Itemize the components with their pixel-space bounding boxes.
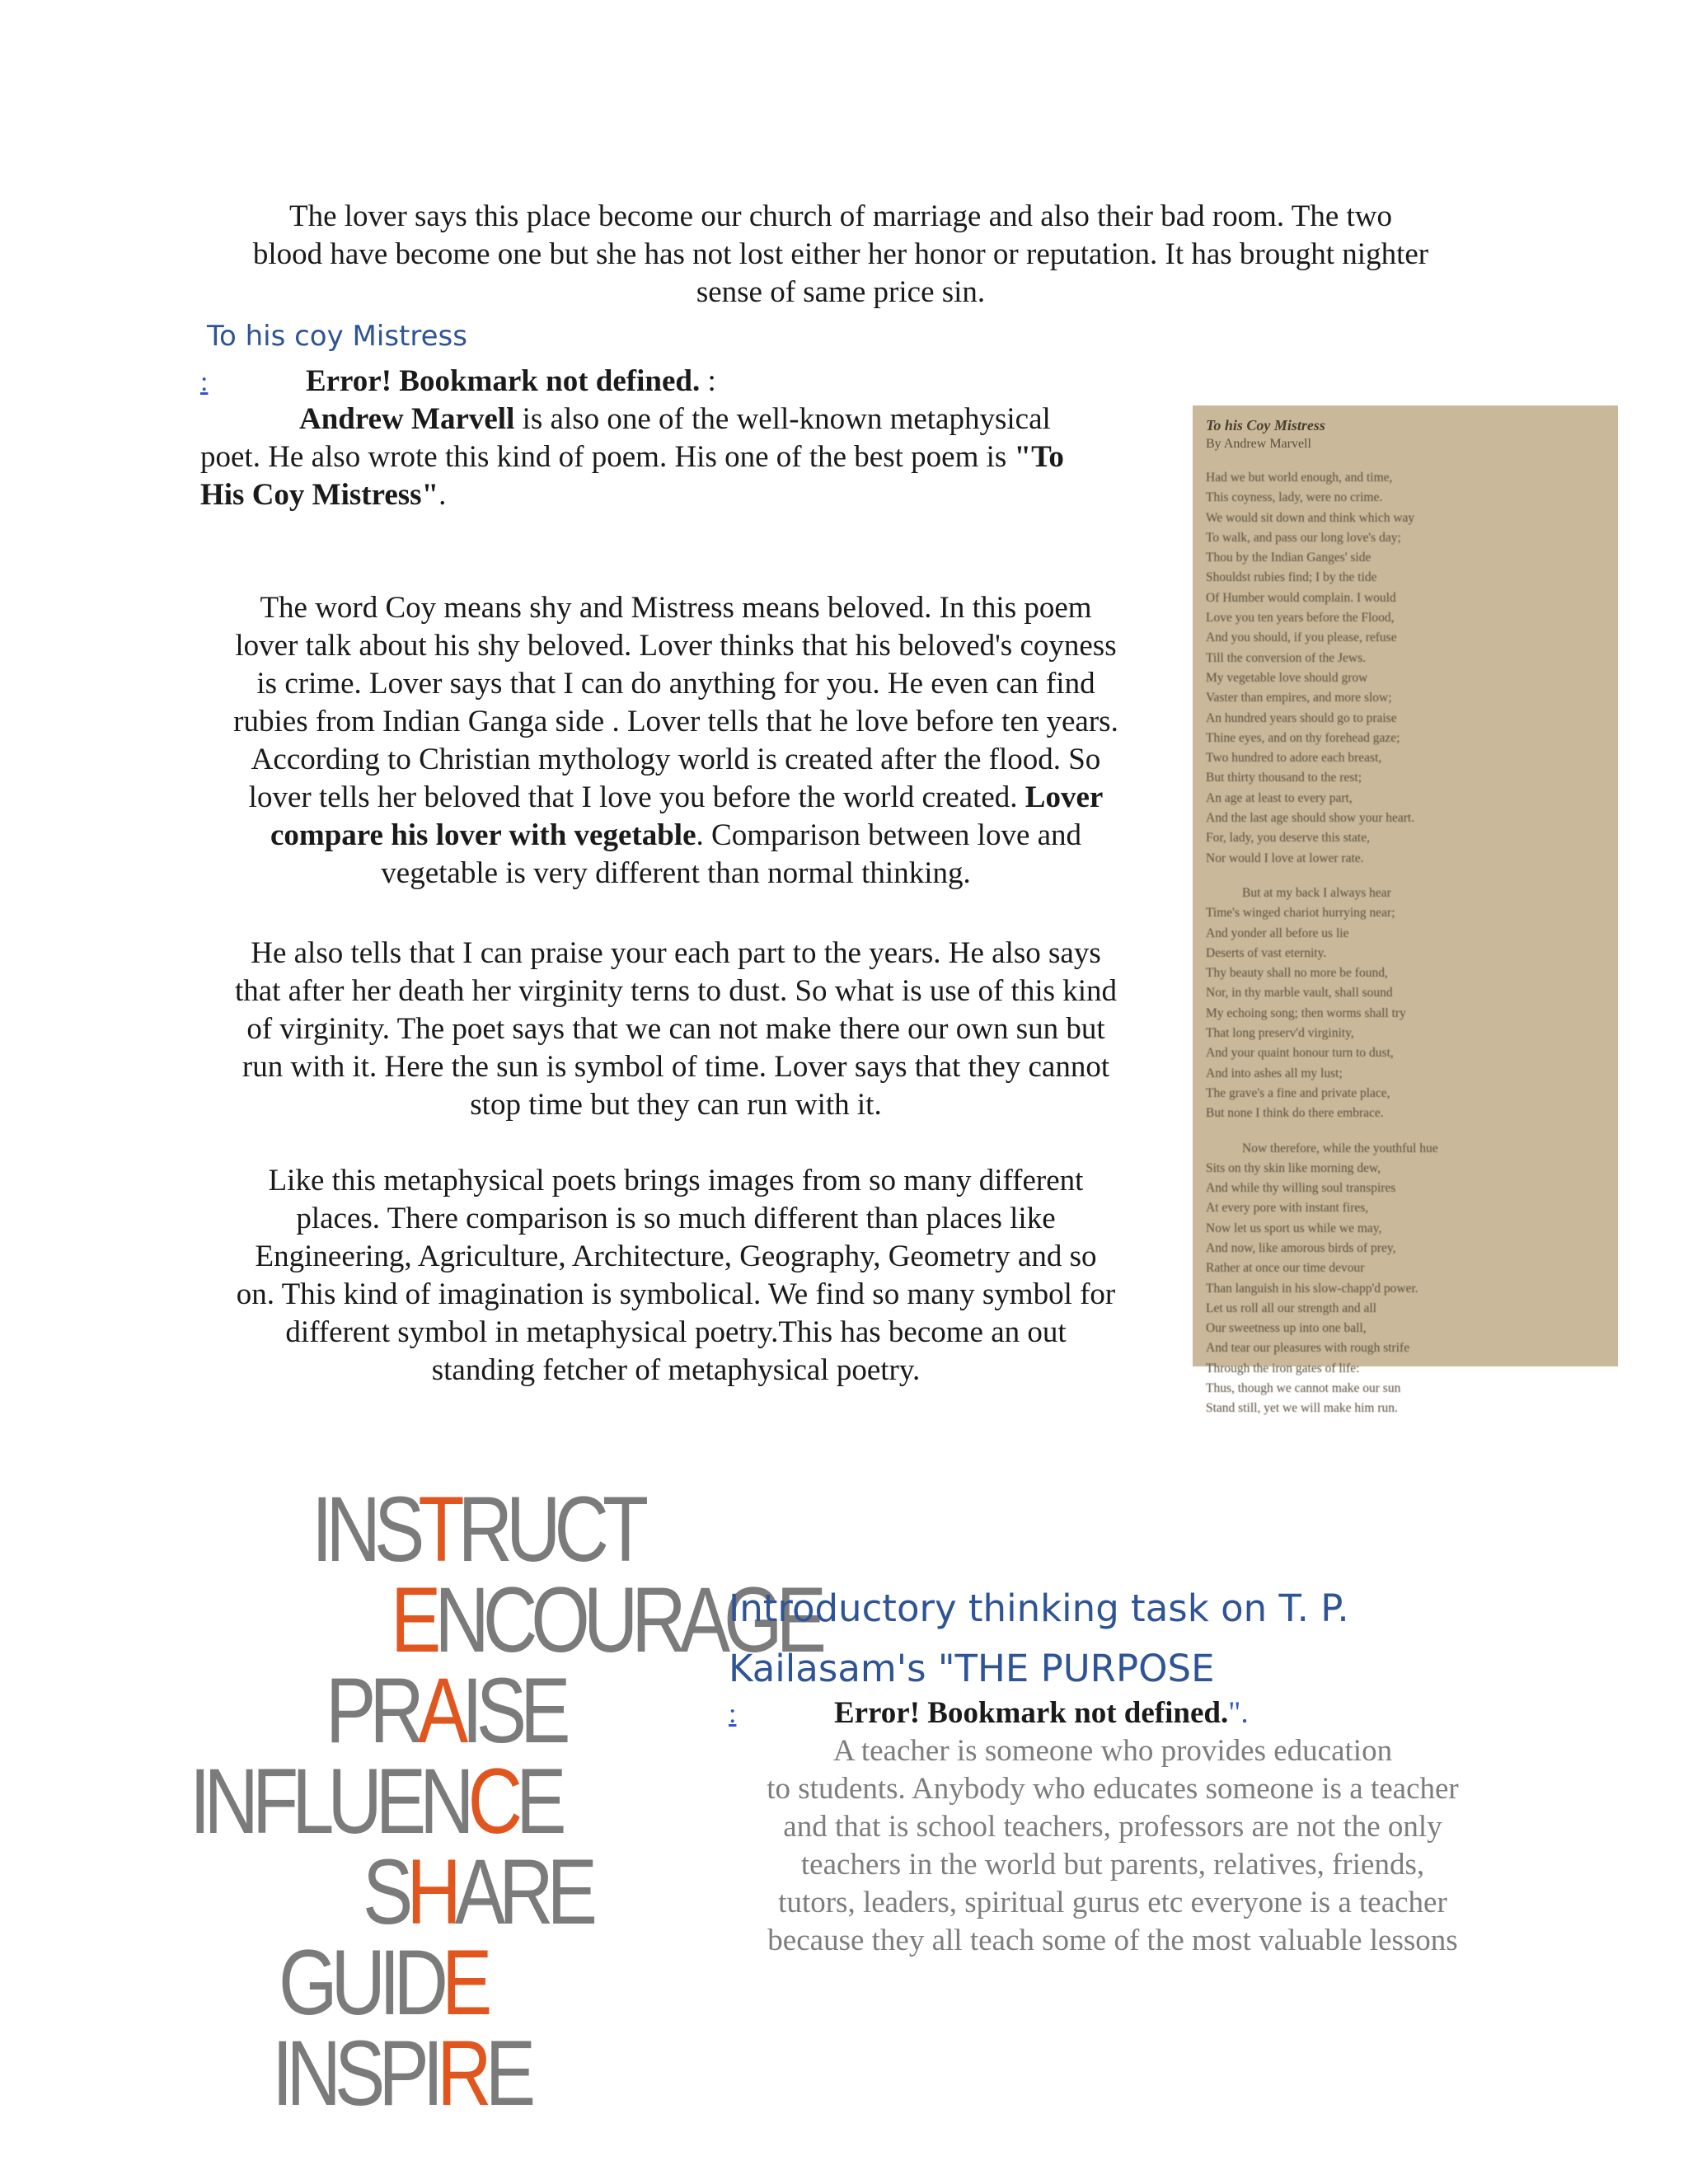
- poem-line: This coyness, lady, were no crime.: [1206, 490, 1383, 505]
- acrostic-word-end: E: [485, 2022, 530, 2125]
- praise-line-4: run with it. Here the sun is symbol of time. Lover says that they cannot: [241, 1050, 1110, 1084]
- author-name: Andrew Marvell: [299, 402, 515, 436]
- poem-line: And yonder all before us lie: [1206, 926, 1349, 940]
- poem-title-quote-2: His Coy Mistress": [200, 478, 439, 512]
- purpose-bookmark-error-line: [729, 1694, 1249, 1733]
- acrostic-accent-letter: H: [406, 1840, 455, 1944]
- intro-paragraph: [190, 198, 1492, 312]
- intro-line-1: The lover says this place become our church of marriage and also their bad room. The two: [288, 199, 1393, 233]
- poem-line: And your quaint honour turn to dust,: [1206, 1046, 1394, 1061]
- praise-line-5: stop time but they can run with it.: [470, 1088, 882, 1122]
- poem-line: The grave's a fine and private place,: [1206, 1085, 1390, 1100]
- poem-line: And the last age should show your heart.: [1206, 811, 1415, 826]
- poem-line: Vaster than empires, and more slow;: [1206, 691, 1392, 705]
- poem-line: Nor, in thy marble vault, shall sound: [1206, 986, 1393, 1001]
- poem-line: Thus, though we cannot make our sun: [1206, 1381, 1401, 1396]
- teacher-acrostic-graphic: [190, 1478, 820, 2126]
- praise-line-2: that after her death her virginity terns to dust. So what is use of this kind: [234, 974, 1118, 1008]
- poem-line: Rather at once our time devour: [1206, 1261, 1365, 1276]
- purpose-bookmark-link[interactable]: :: [729, 1699, 737, 1729]
- acrostic-accent-letter: E: [442, 1931, 486, 2035]
- coy-line-6: [190, 779, 1162, 817]
- coy-line-4: rubies from Indian Ganga side . Lover tells that he love before ten years.: [233, 705, 1118, 738]
- acrostic-word-start: PR: [326, 1659, 418, 1763]
- coy-line-7-text: . Comparison between love and: [696, 818, 1082, 852]
- author-text-2: poet. He also wrote this kind of poem. His one of the best poem is: [200, 440, 1015, 474]
- poem-line: That long preserv'd virginity,: [1206, 1026, 1354, 1041]
- poem-line: Love you ten years before the Flood,: [1206, 611, 1395, 626]
- coy-paragraph: [190, 589, 1162, 893]
- poem-line: Thine eyes, and on thy forehead gaze;: [1206, 730, 1400, 745]
- intro-line-2: blood have become one but she has not lost either her honor or reputation. It has brought nighter: [252, 237, 1429, 271]
- poem-image: [1193, 405, 1618, 1416]
- acrostic-word-start: GUID: [279, 1931, 442, 2035]
- poem-image-title: To his Coy Mistress: [1206, 417, 1325, 434]
- poem-image-author: By Andrew Marvell: [1206, 437, 1311, 451]
- bookmark-link[interactable]: :: [200, 367, 209, 397]
- coy-line-6-text: lover tells her beloved that I love you before the world created.: [248, 780, 1025, 814]
- poem-line: Time's winged chariot hurrying near;: [1206, 906, 1395, 921]
- coy-line-7-bold: compare his lover with vegetable: [270, 818, 696, 852]
- teacher-line-6: because they all teach some of the most valuable lessons: [767, 1924, 1458, 1957]
- author-paragraph: [200, 401, 1165, 514]
- acrostic-word-start: INFLUEN: [190, 1750, 468, 1854]
- images-paragraph: [190, 1162, 1162, 1390]
- author-text-1: is also one of the well-known metaphysical: [514, 402, 1051, 436]
- acrostic-word-end: ISE: [462, 1659, 565, 1763]
- section-heading-purpose: [729, 1578, 1349, 1699]
- poem-line: Thou by the Indian Ganges' side: [1206, 551, 1372, 565]
- images-line-1: Like this metaphysical poets brings images from so many different: [268, 1164, 1084, 1197]
- praise-line-1: He also tells that I can praise your each part to the years. He also says: [251, 936, 1101, 970]
- acrostic-word: [279, 1931, 486, 2035]
- section-heading-coy-mistress: To his coy Mistress: [207, 320, 467, 353]
- acrostic-word: [190, 1750, 560, 1854]
- intro-line-3: sense of same price sin.: [696, 275, 986, 309]
- teacher-line-2: to students. Anybody who educates someone is a teacher: [767, 1772, 1459, 1806]
- poem-stanza-3: [1206, 1139, 1605, 1419]
- purpose-bookmark-error-text: Error! Bookmark not defined.: [833, 1696, 1229, 1730]
- teacher-line-5: tutors, leaders, spiritual gurus etc everyone is a teacher: [778, 1886, 1447, 1919]
- acrostic-word: [272, 2022, 530, 2125]
- teacher-paragraph: [725, 1732, 1500, 1960]
- poem-line: Now therefore, while the youthful hue: [1242, 1141, 1438, 1155]
- poem-stanza-1: [1206, 468, 1605, 869]
- coy-line-1: The word Coy means shy and Mistress means beloved. In this poem: [260, 591, 1092, 625]
- poem-line: But none I think do there embrace.: [1206, 1106, 1384, 1121]
- teacher-line-3: and that is school teachers, professors are not the only: [783, 1810, 1442, 1844]
- poem-line: Thy beauty shall no more be found,: [1206, 966, 1388, 981]
- poem-line: But thirty thousand to the rest;: [1206, 771, 1362, 785]
- poem-line: Now let us sport us while we may,: [1206, 1221, 1382, 1235]
- poem-line: Through the iron gates of life:: [1206, 1361, 1360, 1376]
- images-line-3: Engineering, Agriculture, Architecture, Geography, Geometry and so: [255, 1240, 1097, 1273]
- poem-line: And you should, if you please, refuse: [1206, 630, 1397, 645]
- coy-line-7: [190, 817, 1162, 855]
- poem-line: Nor would I love at lower rate.: [1206, 851, 1364, 865]
- acrostic-word-start: INSPI: [272, 2022, 438, 2125]
- purpose-bookmark-suffix: ".: [1228, 1696, 1249, 1730]
- poem-line: Sits on thy skin like morning dew,: [1206, 1160, 1381, 1175]
- poem-line: And now, like amorous birds of prey,: [1206, 1240, 1396, 1255]
- coy-line-8: vegetable is very different than normal thinking.: [381, 856, 971, 890]
- bookmark-error-text: Error! Bookmark not defined.: [305, 364, 701, 398]
- poem-line: And tear our pleasures with rough strife: [1206, 1341, 1410, 1356]
- acrostic-accent-letter: R: [437, 2022, 485, 2125]
- poem-line: Shouldst rubies find; I by the tide: [1206, 570, 1377, 585]
- poem-title-quote-1: "To: [1014, 440, 1064, 474]
- teacher-line-1: A teacher is someone who provides education: [832, 1734, 1393, 1768]
- poem-line: For, lady, you deserve this state,: [1206, 831, 1370, 846]
- coy-line-6-bold: Lover: [1025, 780, 1104, 814]
- poem-line: To walk, and pass our long love's day;: [1206, 530, 1401, 545]
- poem-line: Stand still, yet we will make him run.: [1206, 1401, 1398, 1416]
- praise-paragraph: [190, 935, 1162, 1124]
- poem-line: Two hundred to adore each breast,: [1206, 751, 1382, 766]
- acrostic-accent-letter: E: [391, 1568, 435, 1672]
- poem-line: And while thy willing soul transpires: [1206, 1181, 1396, 1196]
- images-line-4: on. This kind of imagination is symbolical. We find so many symbol for: [236, 1277, 1116, 1311]
- teacher-line-4: teachers in the world but parents, relatives, friends,: [800, 1848, 1425, 1882]
- purpose-heading-line-2: Kailasam's "THE PURPOSE: [729, 1647, 1215, 1690]
- images-line-5: different symbol in metaphysical poetry.This has become an out: [285, 1315, 1067, 1349]
- author-text-end: .: [438, 478, 447, 512]
- poem-line: My echoing song; then worms shall try: [1206, 1005, 1406, 1020]
- acrostic-word-end: NCOURAGE: [434, 1568, 820, 1672]
- images-line-6: standing fetcher of metaphysical poetry.: [431, 1353, 921, 1387]
- poem-line: Till the conversion of the Jews.: [1206, 650, 1367, 665]
- acrostic-word-end: ARE: [454, 1840, 591, 1944]
- acrostic-word-end: E: [516, 1750, 560, 1854]
- poem-line: My vegetable love should grow: [1206, 670, 1368, 685]
- bookmark-suffix: :: [700, 364, 716, 398]
- acrostic-accent-letter: T: [418, 1478, 458, 1582]
- acrostic-word: [326, 1659, 565, 1763]
- acrostic-word: [363, 1840, 591, 1944]
- poem-line: Let us roll all our strength and all: [1206, 1301, 1377, 1315]
- poem-line: At every pore with instant fires,: [1206, 1201, 1369, 1216]
- poem-line: An hundred years should go to praise: [1206, 710, 1397, 725]
- poem-line: Deserts of vast eternity.: [1206, 945, 1327, 960]
- bookmark-error-line: [200, 363, 716, 401]
- acrostic-word-end: RUCT: [457, 1478, 643, 1582]
- poem-line: Of Humber would complain. I would: [1206, 590, 1396, 605]
- poem-line: An age at least to every part,: [1206, 790, 1353, 805]
- images-line-2: places. There comparison is so much different than places like: [296, 1202, 1056, 1235]
- acrostic-accent-letter: C: [467, 1750, 517, 1854]
- poem-line: And into ashes all my lust;: [1206, 1066, 1343, 1080]
- poem-stanza-2: [1206, 883, 1605, 1124]
- purpose-heading-line-1: Introductory thinking task on T. P.: [729, 1586, 1349, 1630]
- acrostic-word-start: S: [363, 1840, 407, 1944]
- coy-line-3: is crime. Lover says that I can do anything for you. He even can find: [256, 667, 1095, 701]
- poem-line: We would sit down and think which way: [1206, 510, 1415, 525]
- acrostic-word: [312, 1478, 643, 1582]
- coy-line-5: According to Christian mythology world is created after the flood. So: [251, 743, 1101, 776]
- acrostic-word-start: INS: [312, 1478, 419, 1582]
- poem-line: Than languish in his slow-chapp'd power.: [1206, 1281, 1418, 1296]
- poem-line: Our sweetness up into one ball,: [1206, 1321, 1367, 1336]
- coy-line-2: lover talk about his shy beloved. Lover thinks that his beloved's coyness: [235, 629, 1117, 663]
- poem-line: But at my back I always hear: [1242, 885, 1391, 900]
- praise-line-3: of virginity. The poet says that we can not make there our own sun but: [246, 1012, 1105, 1046]
- poem-line: Had we but world enough, and time,: [1206, 471, 1393, 485]
- acrostic-accent-letter: A: [417, 1659, 462, 1763]
